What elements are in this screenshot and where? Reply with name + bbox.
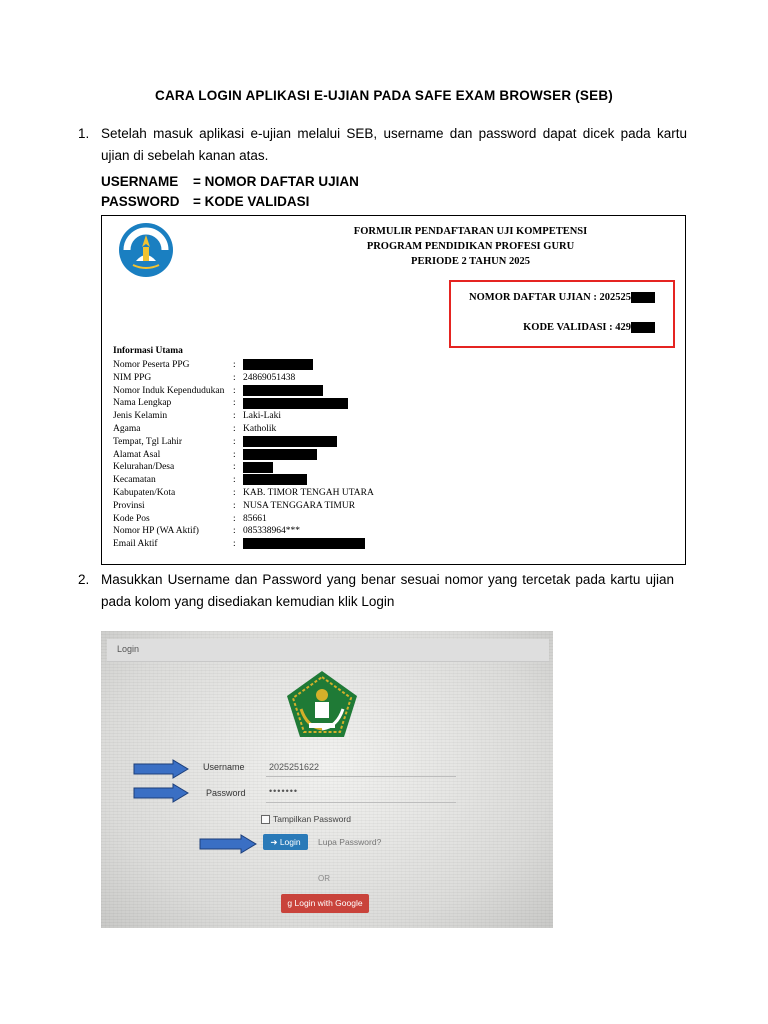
info-separator: : [233, 436, 236, 447]
info-separator: : [233, 398, 236, 409]
info-label: Kecamatan [113, 475, 156, 486]
info-label: Tempat, Tgl Lahir [113, 436, 183, 447]
exam-number-label: NOMOR DAFTAR UJIAN : 202525 [469, 292, 631, 303]
login-window-titlebar [107, 639, 549, 662]
credential-key: USERNAME [101, 174, 179, 189]
info-value: NUSA TENGGARA TIMUR [243, 500, 356, 511]
info-separator: : [233, 526, 236, 537]
info-value: 085338964*** [243, 526, 300, 537]
info-row [113, 372, 374, 385]
info-separator: : [233, 500, 236, 511]
document-title: CARA LOGIN APLIKASI E-UJIAN PADA SAFE EXAM BROWSER (SEB) [155, 88, 613, 103]
info-separator: : [233, 360, 236, 370]
info-value: 24869051438 [243, 372, 296, 383]
form-header-line: PERIODE 2 TAHUN 2025 [411, 256, 530, 267]
info-label: Agama [113, 423, 141, 434]
username-label: Username [203, 762, 245, 772]
redaction-bar [243, 538, 365, 549]
info-separator: : [233, 385, 236, 396]
info-row [113, 538, 374, 551]
credential-password [101, 194, 309, 209]
redaction-bar [243, 436, 337, 447]
info-row [113, 410, 374, 423]
redaction-bar [243, 385, 323, 396]
credential-username [101, 174, 359, 189]
info-label: Nomor Induk Kependudukan [113, 385, 225, 396]
info-row [113, 500, 374, 513]
step-1-text: Setelah masuk aplikasi e-ujian melalui SEB, username dan password dapat dicek pada kartu ujian di sebelah kanan atas. [101, 126, 687, 163]
info-row [113, 525, 374, 538]
info-separator: : [233, 372, 236, 383]
step-1-number: 1. [78, 126, 90, 141]
info-label: Jenis Kelamin [113, 411, 168, 422]
form-header-line: PROGRAM PENDIDIKAN PROFESI GURU [366, 241, 575, 252]
info-value: KAB. TIMOR TENGAH UTARA [243, 487, 374, 498]
form-header-line: FORMULIR PENDAFTARAN UJI KOMPETENSI [353, 226, 588, 237]
login-button-label: Login [279, 837, 301, 847]
kemenag-logo [285, 669, 359, 741]
credential-key: PASSWORD [101, 194, 180, 209]
info-separator: : [233, 423, 236, 434]
arrow-login-icon [199, 834, 257, 854]
info-value: Laki-Laki [243, 411, 281, 422]
info-separator: : [233, 462, 236, 473]
redaction-bar [243, 449, 317, 460]
login-with-google-button[interactable] [281, 894, 369, 913]
info-row [113, 436, 374, 449]
redaction-bar [243, 398, 348, 409]
info-label: Provinsi [113, 500, 145, 511]
info-section-title: Informasi Utama [113, 346, 183, 356]
username-input[interactable]: 2025251622 [269, 762, 320, 772]
login-enter-icon: ➜ [270, 837, 280, 847]
login-button[interactable] [263, 834, 308, 850]
redaction-bar [243, 474, 307, 485]
username-input-underline [266, 776, 456, 777]
info-row [113, 385, 374, 398]
credential-value: = NOMOR DAFTAR UJIAN [193, 174, 359, 189]
info-label: Kabupaten/Kota [113, 487, 176, 498]
info-label: Kode Pos [113, 513, 150, 524]
info-separator: : [233, 475, 236, 486]
form-header [252, 224, 689, 269]
info-separator: : [233, 513, 236, 524]
info-label: Nomor HP (WA Aktif) [113, 526, 199, 537]
forgot-password-link[interactable]: Lupa Password? [318, 837, 382, 847]
info-row [113, 487, 374, 500]
redaction-bar [243, 359, 313, 370]
info-row [113, 474, 374, 487]
info-row [113, 461, 374, 474]
info-label: Alamat Asal [113, 449, 161, 460]
info-table [113, 359, 374, 551]
info-row [113, 513, 374, 526]
redaction-bar [631, 292, 655, 303]
password-input-underline [266, 802, 456, 803]
info-value: Katholik [243, 423, 277, 434]
google-icon: g [287, 898, 295, 908]
exam-credentials-highlight [449, 280, 675, 348]
or-divider-text: OR [318, 874, 330, 883]
info-row [113, 423, 374, 436]
info-separator: : [233, 539, 236, 550]
info-value: 85661 [243, 513, 267, 524]
info-label: Nomor Peserta PPG [113, 360, 190, 370]
info-label: NIM PPG [113, 372, 152, 383]
validation-code-label: KODE VALIDASI : 429 [523, 322, 631, 333]
login-window-title: Login [117, 644, 140, 654]
info-label: Email Aktif [113, 539, 158, 550]
validation-code-row [523, 322, 655, 333]
info-separator: : [233, 411, 236, 422]
arrow-username-icon [133, 759, 189, 779]
info-separator: : [233, 449, 236, 460]
info-row [113, 359, 374, 372]
info-row [113, 449, 374, 462]
step-2-text: Masukkan Username dan Password yang benar sesuai nomor yang tercetak pada kartu ujian pada kolom yang disediakan kemudian klik Login [101, 572, 674, 609]
info-row [113, 397, 374, 410]
redaction-bar [631, 322, 655, 333]
password-input[interactable]: ••••••• [269, 786, 299, 796]
step-2-number: 2. [78, 572, 90, 587]
tut-wuri-handayani-logo [119, 223, 173, 277]
login-screen-photo [101, 631, 553, 928]
show-password-checkbox[interactable] [261, 815, 270, 824]
info-separator: : [233, 487, 236, 498]
arrow-password-icon [133, 783, 189, 803]
exam-number-row [469, 292, 655, 303]
show-password-label: Tampilkan Password [273, 814, 351, 824]
password-label: Password [206, 788, 246, 798]
google-button-label: Login with Google [294, 898, 363, 908]
credential-value: = KODE VALIDASI [193, 194, 310, 209]
registration-form-card [101, 215, 686, 565]
info-label: Nama Lengkap [113, 398, 172, 409]
redaction-bar [243, 462, 273, 473]
info-label: Kelurahan/Desa [113, 462, 175, 473]
